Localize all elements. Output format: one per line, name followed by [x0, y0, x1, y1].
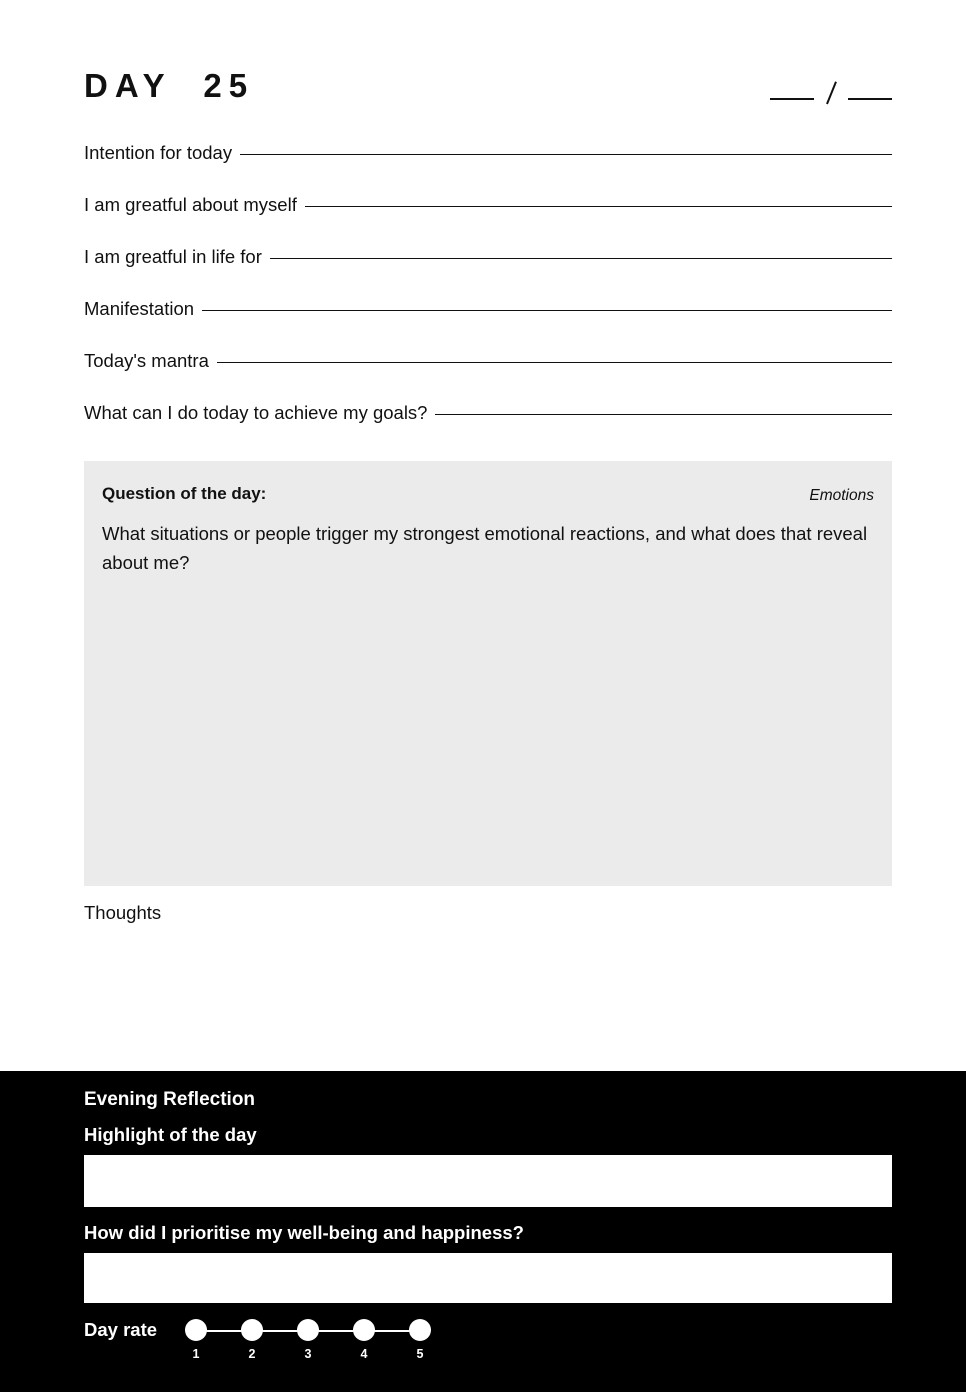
date-day-line — [848, 98, 892, 100]
question-text: What situations or people trigger my strongest emotional reactions, and what does that reveal about me? — [102, 523, 868, 573]
prompt-row[interactable] — [84, 192, 892, 244]
date-field[interactable] — [770, 76, 892, 106]
date-separator-icon — [826, 81, 837, 104]
day-rate-number-2: 2 — [248, 1347, 256, 1361]
highlight-label: Highlight of the day — [84, 1124, 257, 1145]
question-category-tag: Emotions — [809, 487, 874, 504]
question-title: Question of the day: — [102, 484, 267, 503]
day-rate-dot-3[interactable] — [297, 1319, 319, 1341]
prompt-write-line[interactable] — [270, 258, 892, 259]
prompt-row[interactable] — [84, 400, 892, 452]
thoughts-label: Thoughts — [84, 902, 162, 923]
prompt-label: Today's mantra — [84, 350, 209, 371]
wellbeing-label: How did I prioritise my well-being and happiness? — [84, 1222, 524, 1243]
prompt-write-line[interactable] — [435, 414, 892, 415]
highlight-input[interactable] — [84, 1155, 892, 1207]
question-of-the-day-box[interactable] — [84, 461, 892, 886]
evening-reflection-panel — [0, 1071, 966, 1392]
day-rate-number-1: 1 — [192, 1347, 200, 1361]
prompt-write-line[interactable] — [217, 362, 892, 363]
day-rate-dot-4[interactable] — [353, 1319, 375, 1341]
prompt-write-line[interactable] — [305, 206, 892, 207]
page-header — [84, 66, 892, 118]
day-rate-number-4: 4 — [360, 1347, 368, 1361]
day-rate-dot-5[interactable] — [409, 1319, 431, 1341]
evening-reflection-title: Evening Reflection — [84, 1089, 256, 1110]
prompt-row[interactable] — [84, 140, 892, 192]
prompt-row[interactable] — [84, 348, 892, 400]
date-month-line — [770, 98, 814, 100]
day-rate-label: Day rate — [84, 1319, 158, 1340]
prompt-write-line[interactable] — [202, 310, 892, 311]
page-title: DAY 25 — [84, 67, 255, 104]
day-rate-dot-1[interactable] — [185, 1319, 207, 1341]
wellbeing-input[interactable] — [84, 1253, 892, 1303]
prompt-label: What can I do today to achieve my goals? — [84, 402, 428, 423]
question-header — [102, 483, 874, 507]
prompt-label: I am greatful about myself — [84, 194, 297, 215]
day-rate-scale[interactable] — [185, 1319, 435, 1371]
prompt-label: Intention for today — [84, 142, 233, 163]
prompt-list — [84, 140, 892, 452]
day-rate-number-5: 5 — [416, 1347, 424, 1361]
prompt-row[interactable] — [84, 296, 892, 348]
day-rate-dot-2[interactable] — [241, 1319, 263, 1341]
prompt-label: I am greatful in life for — [84, 246, 262, 267]
prompt-row[interactable] — [84, 244, 892, 296]
prompt-write-line[interactable] — [240, 154, 892, 155]
prompt-label: Manifestation — [84, 298, 195, 319]
day-rate-number-3: 3 — [304, 1347, 312, 1361]
